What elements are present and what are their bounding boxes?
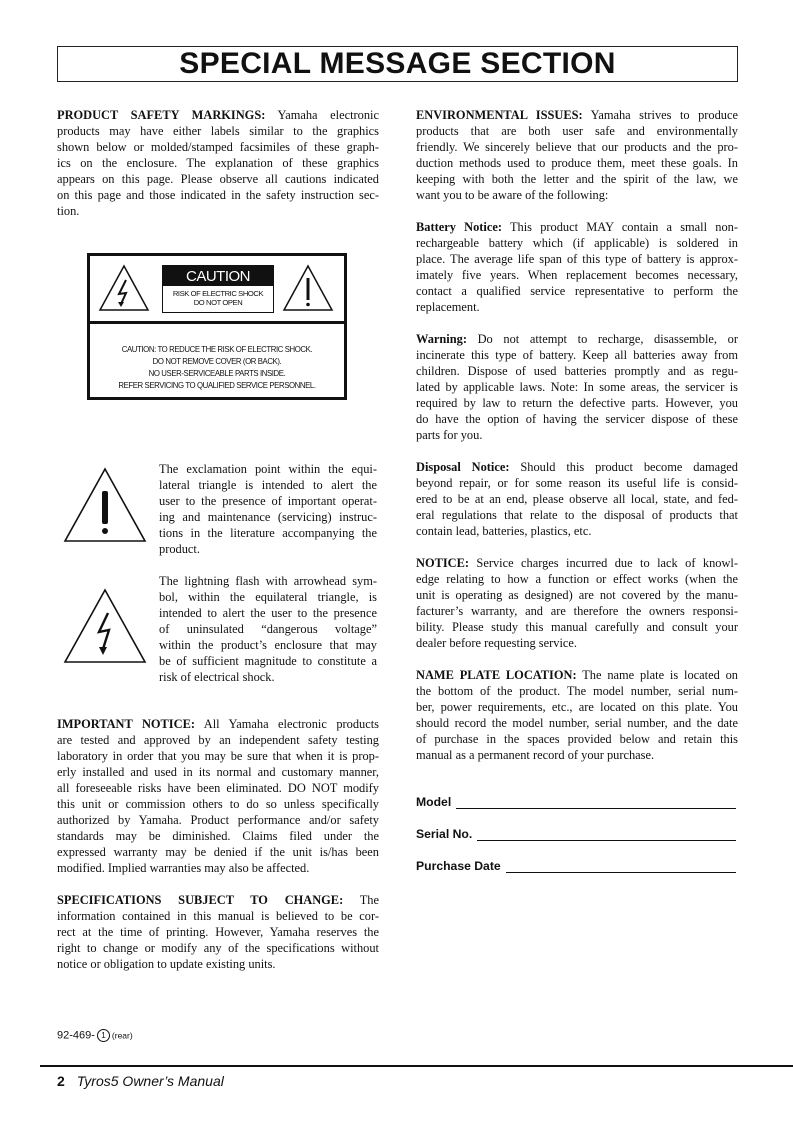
text-line: standards may be diminished. Claims filed under the [57,829,379,843]
caution-line: REFER SERVICING TO QUALIFIED SERVICE PERSONNEL. [118,381,316,390]
environmental-paragraph [416,107,738,203]
text-line: contact a qualified service representative to perform the [416,284,738,298]
exclamation-triangle-icon [62,466,148,544]
text-line: ber, power requirements, etc., are located on this plate. You [416,700,738,714]
text-line: appears on this page. Please observe all cautions indicated [57,172,379,186]
text-line: of uninsulated “dangerous voltage” [159,622,377,636]
lightning-triangle-icon [62,587,148,665]
text-line: NAME PLATE LOCATION: The name plate is located on [416,668,739,682]
text-line: place. The average life span of this type of battery is approx- [416,252,738,266]
important-notice-paragraph [57,716,379,876]
paragraph-lead: Disposal Notice: [416,460,510,474]
text-line: product. [159,542,200,556]
caution-instructions [90,324,344,392]
text-line: PRODUCT SAFETY MARKINGS: Yamaha electronic [57,108,379,122]
text-line: shown below or molded/stamped facsimiles of these graph- [57,140,379,154]
code-number: 92-469- [57,1029,95,1042]
purchase-date-label: Purchase Date [416,859,501,873]
text-line: children. Dispose of used batteries promptly and as regu- [416,364,738,378]
text-line: products may have either labels similar to the graphics [57,124,379,138]
serial-field[interactable] [416,827,736,841]
battery-notice-paragraph [416,219,738,315]
text-line: rect at the time of printing. However, Yamaha reserves the [57,925,379,939]
text-line: ered to be at an end, please observe all local, state, and fed- [416,492,738,506]
text-line: lated by applicable laws. Note: In some areas, the servicer is [416,380,738,394]
text-line: intended to alert the user to the presence [159,606,377,620]
warning-paragraph [416,331,738,443]
circled-number: 1 [97,1029,110,1042]
caution-line: NO USER-SERVICEABLE PARTS INSIDE. [148,369,286,378]
disposal-notice-paragraph [416,459,738,539]
text-line: modified. Implied warranties may also be affected. [57,861,310,875]
exclamation-triangle-icon [282,264,334,312]
text-line: The lightning flash with arrowhead sym- [159,574,377,588]
notice-paragraph [416,555,738,651]
text-line: risk of electrical shock. [159,670,275,684]
text-line: this unit or commission others to do so unless specifically [57,797,379,811]
caution-sub-line: DO NOT OPEN [193,298,243,307]
text-line: tions in the literature accompanying the [159,526,377,540]
text-line: bol, within the equilateral triangle, is [159,590,377,604]
caution-subtext [163,289,273,307]
text-line: products that are both user safe and environmentally [416,124,738,138]
text-line: edge relating to how a function or effect works (when the [416,572,738,586]
text-line: the bottom of the product. The model number, serial num- [416,684,738,698]
text-line: friendly. We sincerely believe that our products and the pro- [416,140,738,154]
purchase-date-field[interactable] [416,859,736,873]
caution-sub-line: RISK OF ELECTRIC SHOCK [172,289,264,298]
paragraph-lead: PRODUCT SAFETY MARKINGS: [57,108,266,122]
caution-label [87,253,347,400]
paragraph-lead: NOTICE: [416,556,470,570]
paragraph-lead: NAME PLATE LOCATION: [416,668,577,682]
text-line: information contained in this manual is believed to be cor- [57,909,379,923]
page-title: SPECIAL MESSAGE SECTION [179,47,616,80]
text-line: on this page and those indicated in the safety instruction sec- [57,188,379,202]
text-line: NOTICE: Service charges incurred due to lack of knowl- [416,556,738,570]
text-line: user to the presence of important operat- [159,494,377,508]
text-line: expressed warranty may be denied if the unit is/has been [57,845,379,859]
section-title-box [57,46,738,82]
text-line: erly installed and used in its normal and customary manner, [57,765,379,779]
text-line: ing and maintenance (servicing) instruc- [159,510,377,524]
caution-line: CAUTION: TO REDUCE THE RISK OF ELECTRIC SHOCK. [121,345,313,354]
model-label: Model [416,795,452,809]
caution-label-box [162,265,274,313]
model-field[interactable] [416,795,736,809]
exclamation-explanation [159,461,377,557]
name-plate-paragraph [416,667,738,763]
document-code [57,1029,133,1042]
text-line: lateral triangle is intended to alert the [159,478,377,492]
text-line: incinerate this type of battery. Keep all batteries away from [416,348,738,362]
text-line: laboratory in order that you may be sure that when it is prop- [57,749,379,763]
text-line: dealer before requesting service. [416,636,577,650]
serial-blank-line[interactable] [477,830,736,841]
text-line: The exclamation point within the equi- [159,462,377,476]
model-blank-line[interactable] [456,798,736,809]
serial-label: Serial No. [416,827,473,841]
text-line: Battery Notice: This product MAY contain a small non- [416,220,738,234]
manual-name: Tyros5 Owner’s Manual [76,1073,224,1089]
caution-line: DO NOT REMOVE COVER (OR BACK). [152,357,282,366]
text-line: manual as a permanent record of your purchase. [416,748,655,762]
text-line: beyond repair, or for some reason its useful life is consid- [416,476,738,490]
code-suffix: (rear) [111,1030,133,1041]
text-line: of purchase in the spaces provided below and retain this [416,732,738,746]
lightning-triangle-icon [98,264,150,312]
text-line: required by law to return the defective parts. However, you [416,396,738,410]
text-line: keeping with both the letter and the spirit of the law, we [416,172,738,186]
specifications-paragraph [57,892,379,972]
text-line: SPECIFICATIONS SUBJECT TO CHANGE: The [57,893,379,907]
text-line: parts for you. [416,428,483,442]
lightning-explanation [159,573,377,685]
paragraph-lead: IMPORTANT NOTICE: [57,717,195,731]
text-line: authorized by Yamaha. Product performance and/or safety [57,813,379,827]
text-line: IMPORTANT NOTICE: All Yamaha electronic products [57,717,379,731]
text-line: replacement. [416,300,480,314]
page-footer [57,1073,224,1089]
text-line: notice or obligation to update existing units. [57,957,276,971]
text-line: rechargeable battery which (if applicable) is soldered in [416,236,738,250]
footer-divider [40,1065,793,1067]
text-line: imately five years. When replacement becomes necessary, [416,268,738,282]
text-line: within the product’s enclosure that may [159,638,377,652]
text-line: duction methods used to produce them, meet these goals. In [416,156,738,170]
paragraph-lead: Warning: [416,332,467,346]
text-line: be of sufficient magnitude to constitute a [159,654,377,668]
text-line: Disposal Notice: Should this product become damaged [416,460,738,474]
text-line: ENVIRONMENTAL ISSUES: Yamaha strives to produce [416,108,738,122]
text-line: facturer’s warranty, and are therefore the owners responsi- [416,604,738,618]
caution-heading: CAUTION [163,266,273,286]
text-line: unit is operating as designed) are not covered by the manu- [416,588,738,602]
text-line: tion. [57,204,80,218]
page-number: 2 [57,1073,65,1089]
paragraph-lead: ENVIRONMENTAL ISSUES: [416,108,583,122]
text-line: right to change or modify any of the specifications without [57,941,379,955]
text-line: Warning: Do not attempt to recharge, disassemble, or [416,332,738,346]
paragraph-lead: SPECIFICATIONS SUBJECT TO CHANGE: [57,893,344,907]
product-safety-paragraph [57,107,379,219]
text-line: all foreseeable risks have been eliminated. DO NOT modify [57,781,379,795]
text-line: do have the option of having the servicer dispose of these [416,412,738,426]
text-line: bility. Please study this manual carefully and consult your [416,620,738,634]
paragraph-lead: Battery Notice: [416,220,502,234]
text-line: eral regulations that relate to the disposal of products that [416,508,738,522]
text-line: want you to be aware of the following: [416,188,609,202]
text-line: are tested and approved by an independent safety testing [57,733,379,747]
text-line: should record the model number, serial number, and the date [416,716,738,730]
text-line: contain lead, batteries, plastics, etc. [416,524,592,538]
purchase-date-blank-line[interactable] [506,862,736,873]
text-line: ics on the enclosure. The explanation of these graphics [57,156,379,170]
